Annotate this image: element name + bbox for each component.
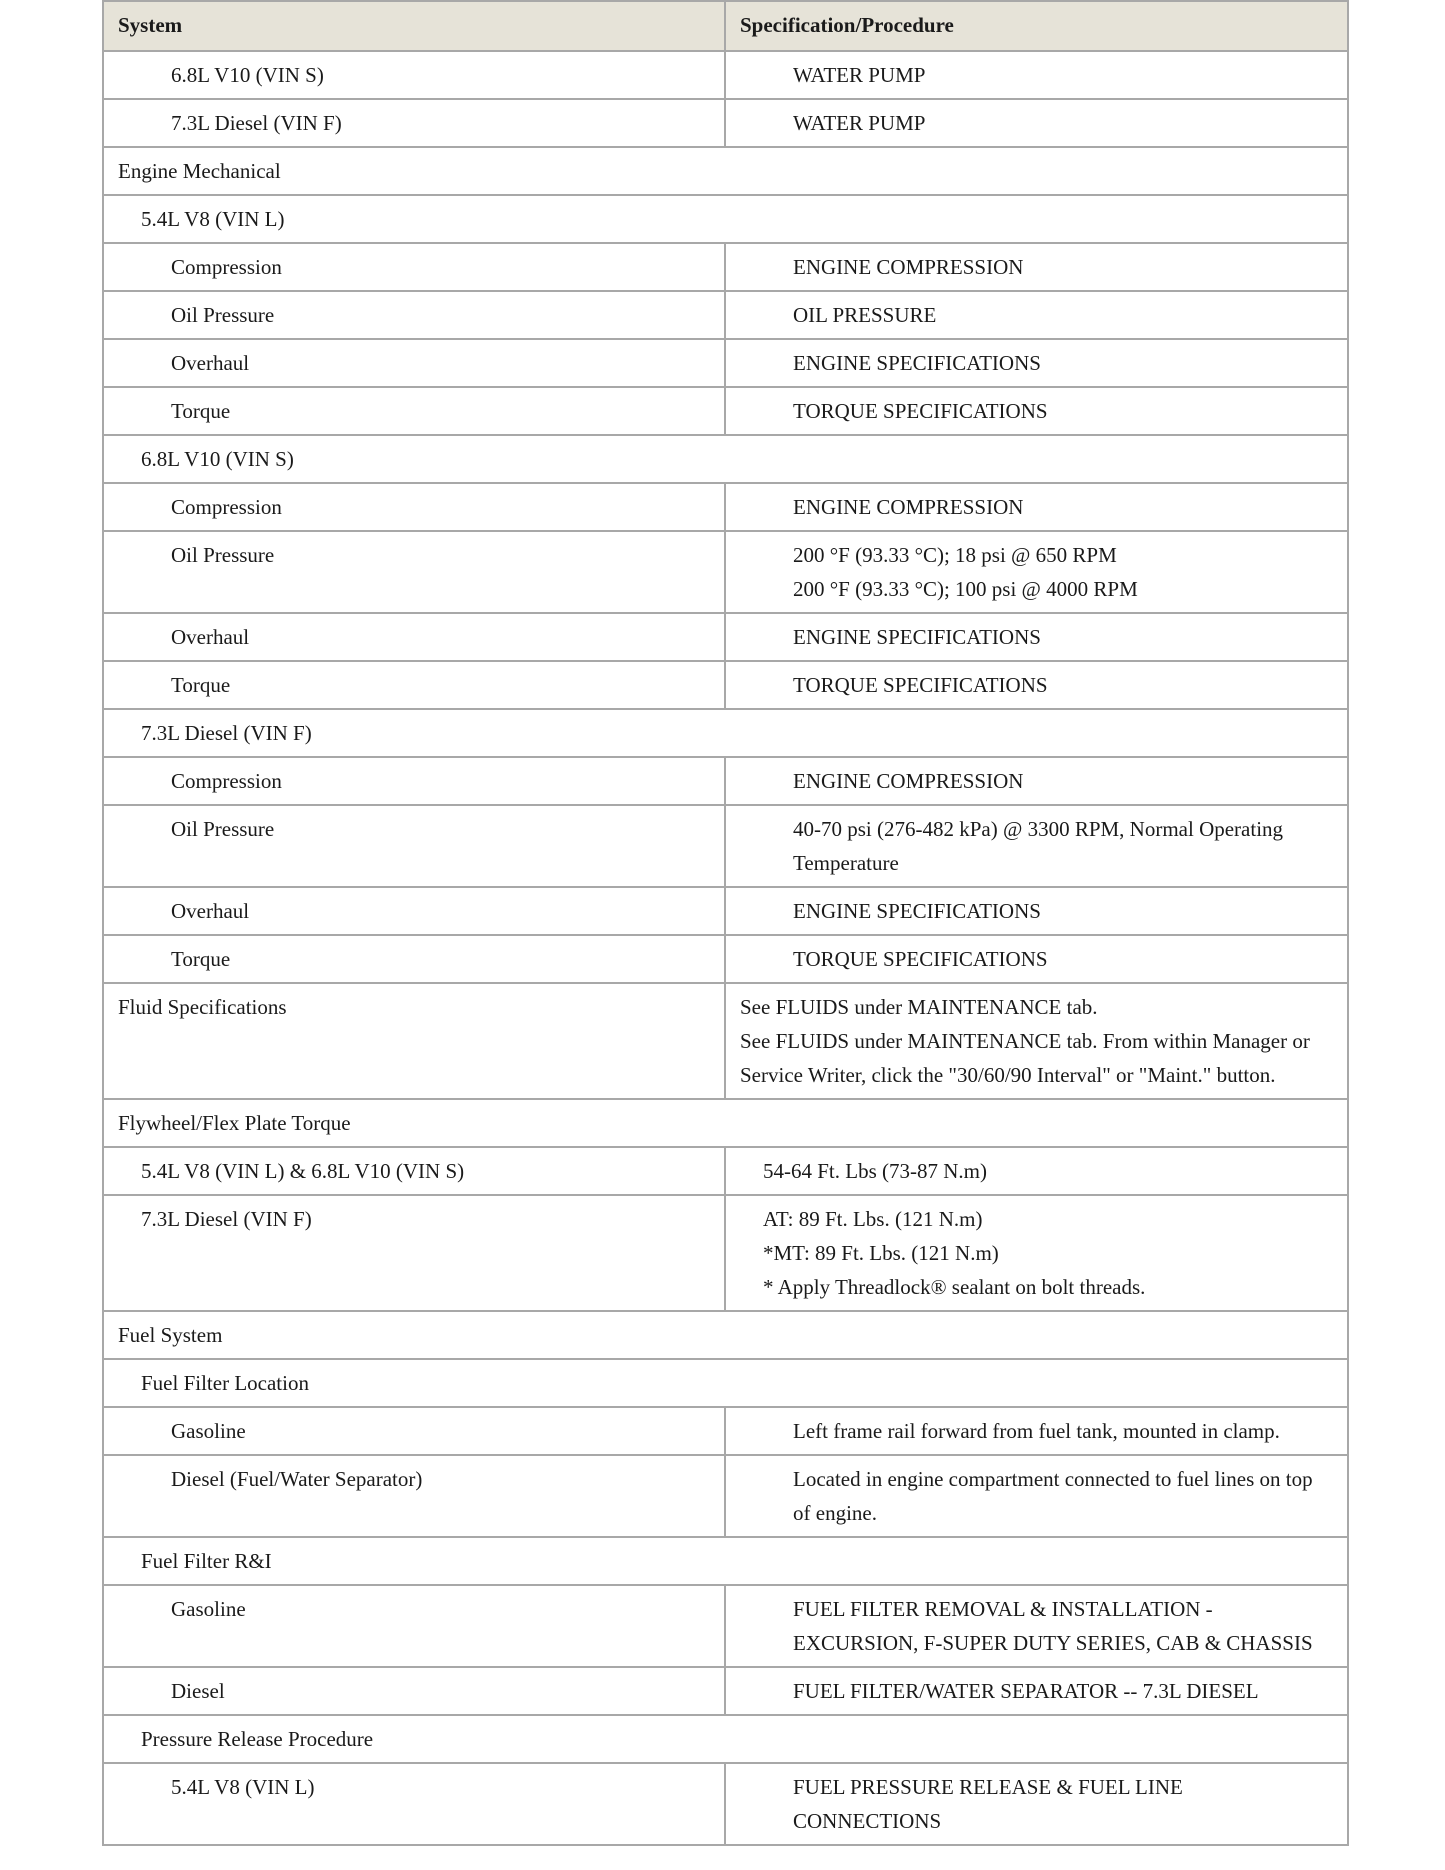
specification-cell (725, 757, 1348, 805)
specifications-table (102, 0, 1349, 1846)
specification-line: See FLUIDS under MAINTENANCE tab. (740, 995, 1098, 1019)
system-cell: Fluid Specifications (103, 983, 725, 1099)
section-row (103, 435, 1348, 483)
specification-cell (725, 291, 1348, 339)
system-cell: Oil Pressure (103, 531, 725, 613)
system-cell: 7.3L Diesel (VIN F) (103, 1195, 725, 1311)
specification-cell (725, 1585, 1348, 1667)
system-cell: Diesel (103, 1667, 725, 1715)
specification-cell (725, 339, 1348, 387)
section-heading: 5.4L V8 (VIN L) (103, 195, 1348, 243)
section-row (103, 195, 1348, 243)
table-row (103, 1585, 1348, 1667)
specification-cell (725, 613, 1348, 661)
system-cell: Torque (103, 387, 725, 435)
specification-cell (725, 531, 1348, 613)
specification-line: 200 °F (93.33 °C); 18 psi @ 650 RPM (793, 543, 1117, 567)
specification-line: 200 °F (93.33 °C); 100 psi @ 4000 RPM (793, 577, 1138, 601)
table-row (103, 483, 1348, 531)
specification-line: OIL PRESSURE (793, 303, 937, 327)
table-row (103, 1763, 1348, 1845)
specification-cell (725, 1667, 1348, 1715)
system-cell: Oil Pressure (103, 805, 725, 887)
specification-line: TORQUE SPECIFICATIONS (793, 673, 1048, 697)
table-row (103, 1667, 1348, 1715)
system-cell: 5.4L V8 (VIN L) (103, 1763, 725, 1845)
specification-cell (725, 483, 1348, 531)
system-cell: 5.4L V8 (VIN L) & 6.8L V10 (VIN S) (103, 1147, 725, 1195)
section-heading: Pressure Release Procedure (103, 1715, 1348, 1763)
specification-cell (725, 51, 1348, 99)
specification-line: 40-70 psi (276-482 kPa) @ 3300 RPM, Normal Operating Temperature (793, 817, 1284, 875)
section-row (103, 1311, 1348, 1359)
table-header-row (103, 1, 1348, 51)
table-row (103, 291, 1348, 339)
table-row (103, 613, 1348, 661)
specification-cell (725, 99, 1348, 147)
section-heading: 7.3L Diesel (VIN F) (103, 709, 1348, 757)
specification-line: See FLUIDS under MAINTENANCE tab. From within Manager or Service Writer, click the "30/60/90 Interval" or "Maint." button. (740, 1029, 1310, 1087)
system-cell: Overhaul (103, 339, 725, 387)
specification-line: ENGINE SPECIFICATIONS (793, 351, 1041, 375)
system-cell: 6.8L V10 (VIN S) (103, 51, 725, 99)
specification-line: WATER PUMP (793, 111, 926, 135)
table-row (103, 1147, 1348, 1195)
specification-line: FUEL PRESSURE RELEASE & FUEL LINE CONNECTIONS (793, 1775, 1183, 1833)
system-cell: Gasoline (103, 1585, 725, 1667)
specification-line: TORQUE SPECIFICATIONS (793, 947, 1048, 971)
section-heading: Fuel System (103, 1311, 1348, 1359)
table-row (103, 1407, 1348, 1455)
system-cell: Compression (103, 757, 725, 805)
specification-line: AT: 89 Ft. Lbs. (121 N.m) (763, 1207, 983, 1231)
section-row (103, 1359, 1348, 1407)
specification-line: *MT: 89 Ft. Lbs. (121 N.m) (763, 1241, 999, 1265)
specification-line: WATER PUMP (793, 63, 926, 87)
system-cell: Compression (103, 483, 725, 531)
specification-cell (725, 1407, 1348, 1455)
specification-line: ENGINE SPECIFICATIONS (793, 899, 1041, 923)
specification-line: FUEL FILTER REMOVAL & INSTALLATION - EXCURSION, F-SUPER DUTY SERIES, CAB & CHASSIS (793, 1597, 1313, 1655)
system-cell: Overhaul (103, 887, 725, 935)
table-row (103, 1455, 1348, 1537)
specification-line: ENGINE COMPRESSION (793, 255, 1024, 279)
system-cell: Torque (103, 935, 725, 983)
system-cell: Diesel (Fuel/Water Separator) (103, 1455, 725, 1537)
specification-cell (725, 1147, 1348, 1195)
table-row (103, 983, 1348, 1099)
column-header-system: System (103, 1, 725, 51)
section-heading: Fuel Filter Location (103, 1359, 1348, 1407)
table-row (103, 935, 1348, 983)
section-heading: Fuel Filter R&I (103, 1537, 1348, 1585)
section-row (103, 709, 1348, 757)
table-row (103, 339, 1348, 387)
specification-line: TORQUE SPECIFICATIONS (793, 399, 1048, 423)
specification-cell (725, 661, 1348, 709)
table-row (103, 51, 1348, 99)
specification-cell (725, 243, 1348, 291)
table-row (103, 805, 1348, 887)
section-row (103, 1715, 1348, 1763)
specification-line: ENGINE COMPRESSION (793, 769, 1024, 793)
specification-cell (725, 983, 1348, 1099)
system-cell: Torque (103, 661, 725, 709)
table-body (103, 51, 1348, 1845)
column-header-specification: Specification/Procedure (725, 1, 1348, 51)
table-row (103, 531, 1348, 613)
system-cell: 7.3L Diesel (VIN F) (103, 99, 725, 147)
specification-cell (725, 1455, 1348, 1537)
specification-line: 54-64 Ft. Lbs (73-87 N.m) (763, 1159, 987, 1183)
system-cell: Overhaul (103, 613, 725, 661)
specification-line: * Apply Threadlock® sealant on bolt threads. (763, 1275, 1146, 1299)
specification-line: FUEL FILTER/WATER SEPARATOR -- 7.3L DIESEL (793, 1679, 1259, 1703)
table-row (103, 887, 1348, 935)
table-row (103, 1195, 1348, 1311)
specification-line: Located in engine compartment connected to fuel lines on top of engine. (793, 1467, 1313, 1525)
specification-cell (725, 1195, 1348, 1311)
table-row (103, 243, 1348, 291)
table-row (103, 757, 1348, 805)
specification-cell (725, 887, 1348, 935)
specification-cell (725, 935, 1348, 983)
section-row (103, 1099, 1348, 1147)
specification-cell (725, 805, 1348, 887)
table-row (103, 99, 1348, 147)
section-heading: Flywheel/Flex Plate Torque (103, 1099, 1348, 1147)
section-heading: 6.8L V10 (VIN S) (103, 435, 1348, 483)
specification-line: ENGINE COMPRESSION (793, 495, 1024, 519)
table-row (103, 387, 1348, 435)
section-row (103, 147, 1348, 195)
specification-line: Left frame rail forward from fuel tank, mounted in clamp. (793, 1419, 1280, 1443)
section-heading: Engine Mechanical (103, 147, 1348, 195)
system-cell: Oil Pressure (103, 291, 725, 339)
specification-cell (725, 1763, 1348, 1845)
system-cell: Compression (103, 243, 725, 291)
system-cell: Gasoline (103, 1407, 725, 1455)
specification-line: ENGINE SPECIFICATIONS (793, 625, 1041, 649)
table-row (103, 661, 1348, 709)
section-row (103, 1537, 1348, 1585)
specification-cell (725, 387, 1348, 435)
